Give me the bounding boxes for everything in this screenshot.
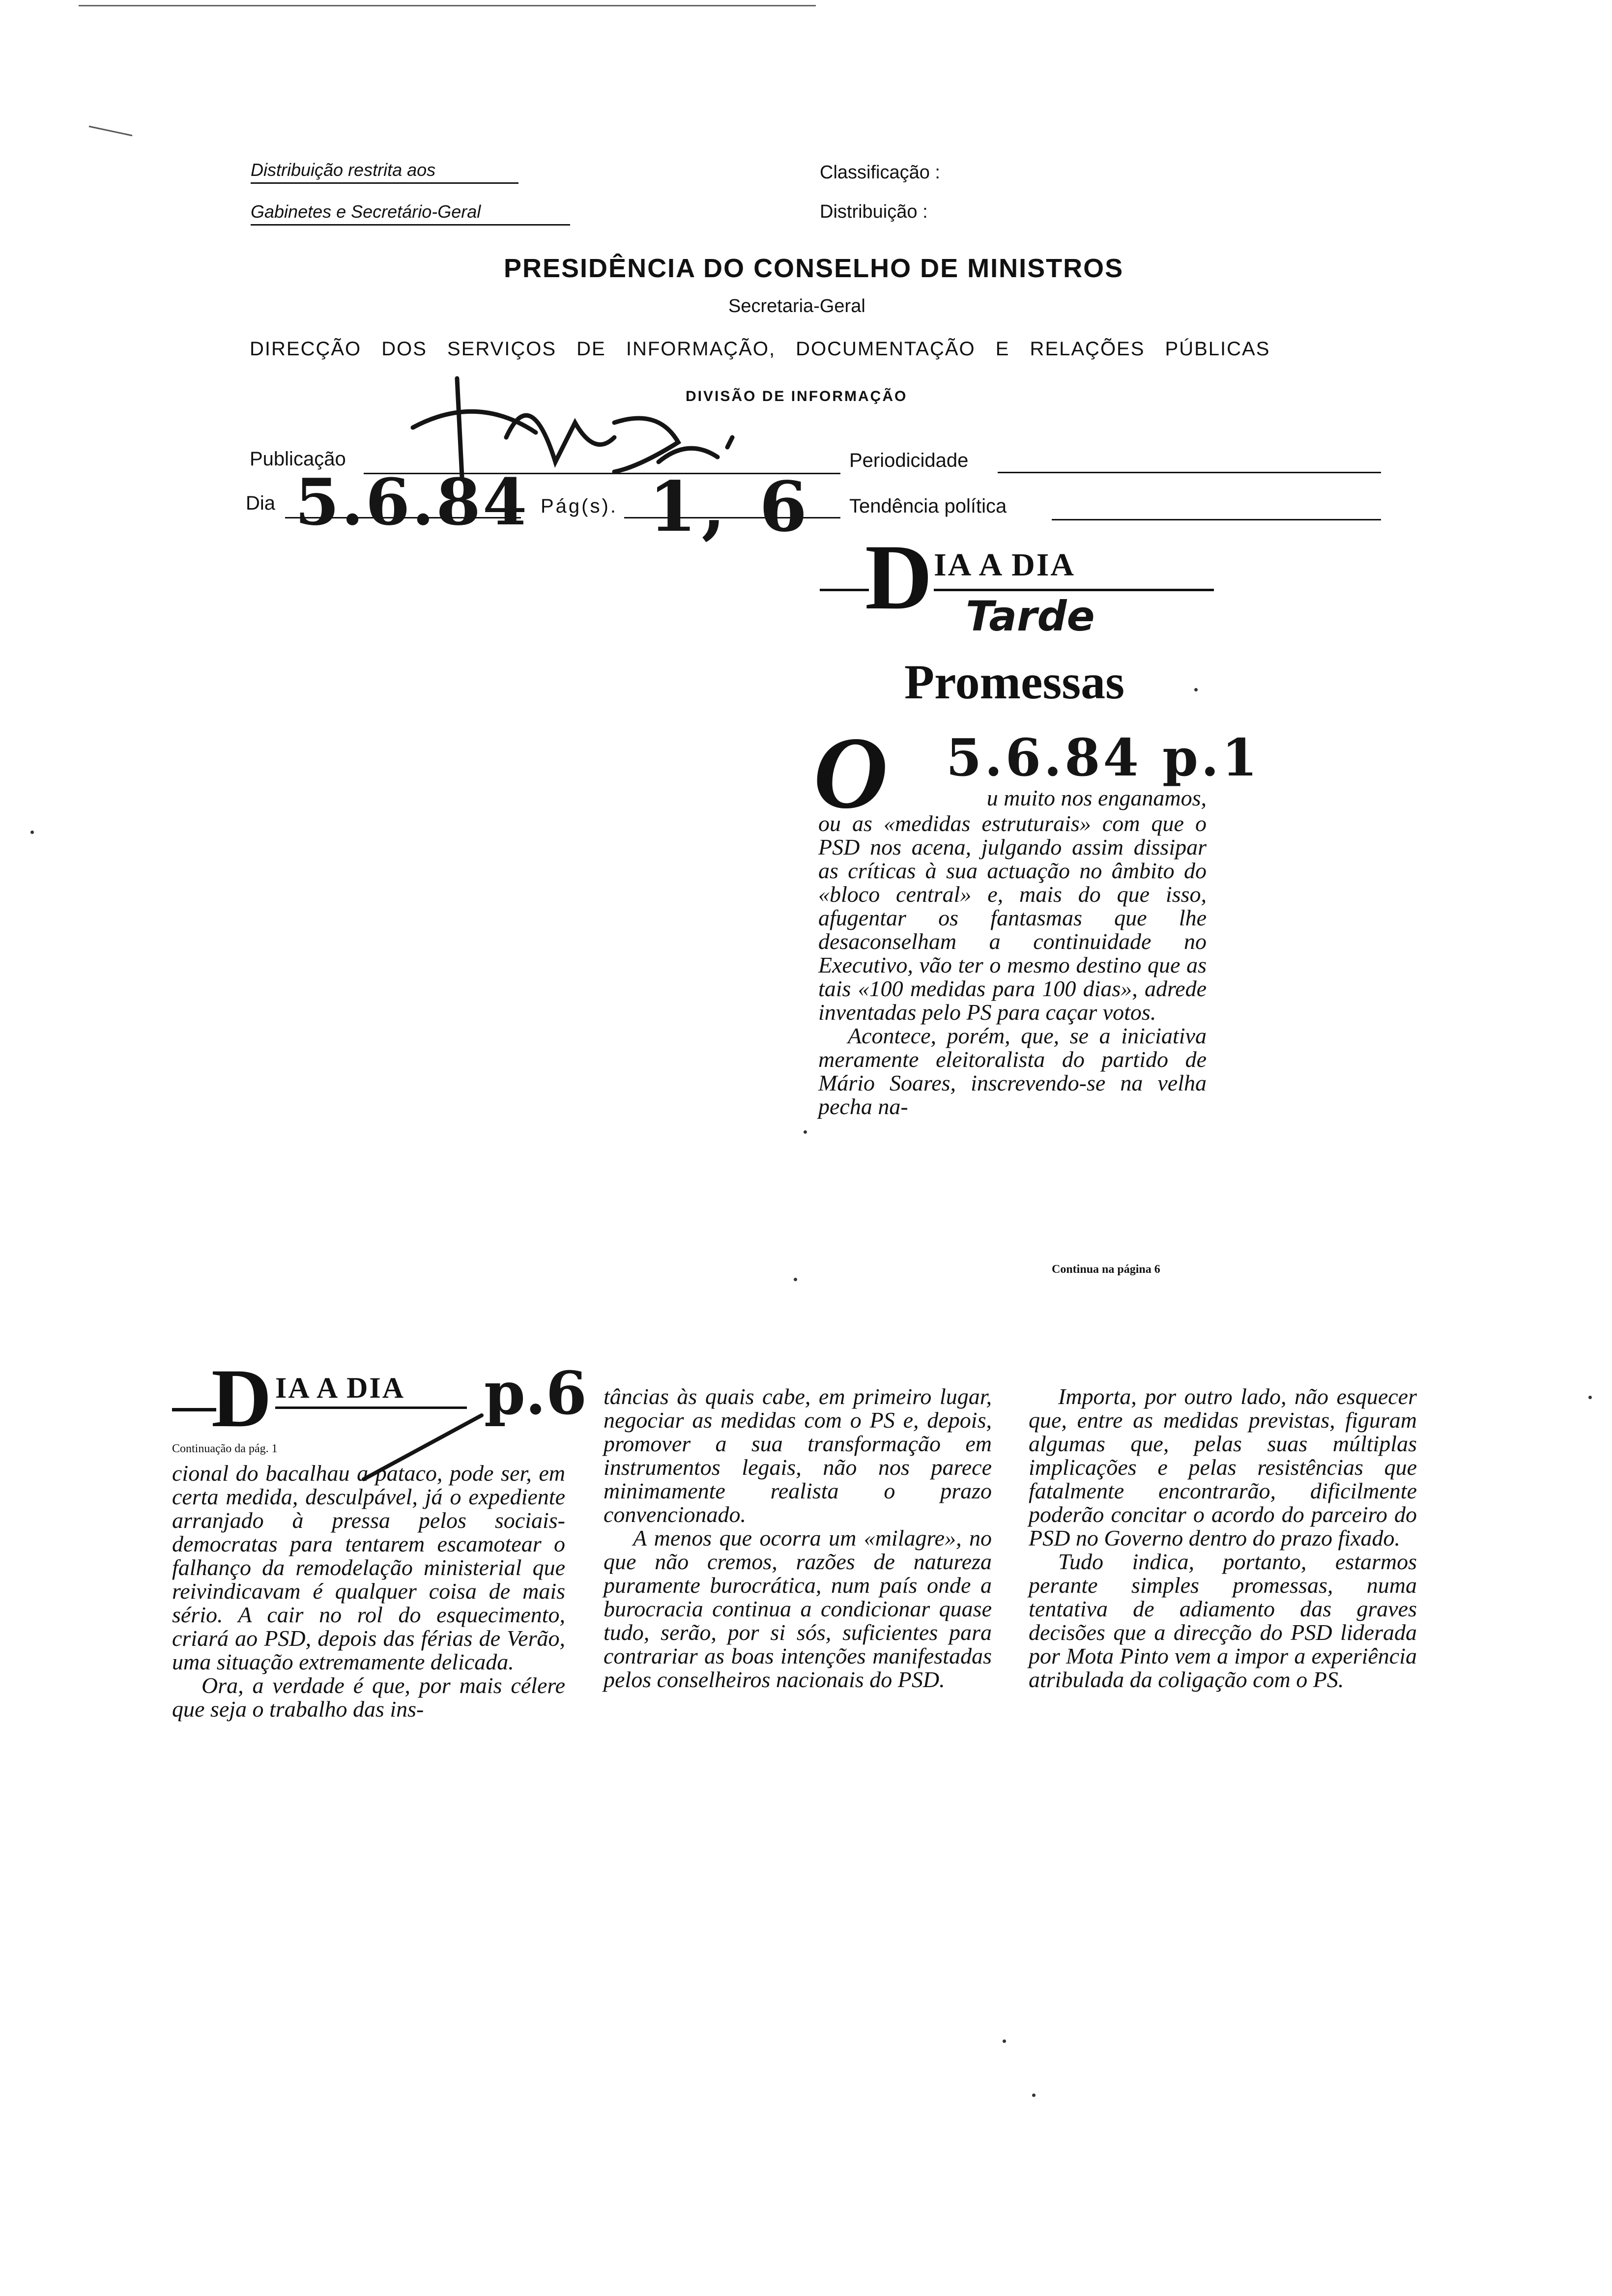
- scan-speck: [804, 1130, 807, 1134]
- scan-speck: [1588, 1396, 1592, 1399]
- org-title: PRESIDÊNCIA DO CONSELHO DE MINISTROS: [504, 254, 1124, 283]
- article-column-1: [818, 812, 1207, 1119]
- scan-speck: [794, 1278, 797, 1281]
- scan-speck: [1032, 2094, 1036, 2097]
- scan-speck: [1003, 2039, 1006, 2043]
- periodicity-line: [998, 472, 1381, 473]
- handwritten-date: 5.6.84 p.1: [946, 727, 1261, 788]
- cont-paragraph: Importa, por outro lado, não esquecer que, entre as medidas previstas, figuram algumas que, pelas suas múltiplas implicações e pelas resistências que fatalmente encontrarão, dificilmente poderão concitar o acordo do parceiro do PSD no Governo dentro do prazo fixado.: [1029, 1384, 1417, 1550]
- handwritten-day: 5.6.84: [295, 464, 529, 540]
- cont-paragraph: cional do bacalhau a pataco, pode ser, em certa medida, desculpável, já o expediente arranjado à pressa pelos sociais-democratas para tentarem escamotear o falhanço da remodelação ministerial que reivindicavam é qualquer coisa de mais sério. A cair no rol do esquecimento, criará ao PSD, depois das férias de Verão, uma situação extremamente delicada.: [172, 1461, 565, 1674]
- cont-rubric-letter: D: [211, 1352, 272, 1444]
- continues-note: Continua na página 6: [1052, 1263, 1160, 1276]
- cont-paragraph: A menos que ocorra um «milagre», no que não cremos, razões de natureza puramente burocrática, num país onde a burocracia continua a condicionar quase tudo, serão, por si sós, suficientes para contrariar as boas intenções manifestadas pelos conselheiros nacionais do PSD.: [604, 1525, 992, 1692]
- day-label: Dia: [246, 492, 276, 514]
- handwritten-source: Tarde: [966, 592, 1095, 640]
- cont-column-c: [1029, 1385, 1417, 1692]
- article-headline: Promessas: [904, 655, 1125, 709]
- cont-paragraph: Tudo indica, portanto, estarmos perante simples promessas, numa tentativa de adiamento das graves decisões que a direcção do PSD liderada por Mota Pinto vem a impor a experiência atribulada da coligação com o PS.: [1029, 1549, 1417, 1692]
- pages-label: Pág(s).: [541, 495, 618, 517]
- scan-speck: [30, 831, 34, 834]
- cont-paragraph: Ora, a verdade é que, por mais célere que seja o trabalho das ins-: [172, 1673, 565, 1722]
- cont-paragraph: tâncias às quais cabe, em primeiro lugar, negociar as medidas com o PS e, depois, promover a sua transformação em instrumentos legais, não nos parece minimamente realista o prazo convencionado.: [604, 1384, 992, 1527]
- first-line: u muito nos enganamos,: [986, 785, 1207, 810]
- scan-edge-line: [79, 5, 816, 6]
- restricted-line-2: Gabinetes e Secretário-Geral: [251, 201, 570, 226]
- directorate: DIRECÇÃO DOS SERVIÇOS DE INFORMAÇÃO, DOCUMENTAÇÃO E RELAÇÕES PÚBLICAS: [250, 338, 1270, 360]
- cont-column-a: [172, 1462, 565, 1721]
- rubric-text: IA A DIA: [934, 547, 1076, 583]
- division: DIVISÃO DE INFORMAÇÃO: [686, 388, 908, 404]
- restricted-line-1: Distribuição restrita aos: [251, 160, 518, 184]
- distribution-label: Distribuição :: [820, 201, 928, 222]
- drop-cap: O: [813, 716, 888, 830]
- rubric-rule: [934, 589, 1214, 591]
- handwritten-pages: 1, 6: [649, 467, 812, 547]
- publication-label: Publicação: [250, 448, 346, 470]
- article-paragraph: ou as «medidas estruturais» com que o PSD nos acena, julgando assim dissipar as críticas à sua actuação no âmbito do «bloco central» e, mais do que isso, afugentar os fantasmas que lhe desaconselham a continuidade no Executivo, vão ter o mesmo destino que as tais «100 medidas para 100 dias», adrede inventadas pelo PS para caçar votos.: [818, 811, 1207, 1025]
- handwritten-cont-page: p.6: [484, 1359, 587, 1428]
- cont-column-b: [604, 1385, 992, 1692]
- tendency-label: Tendência política: [849, 495, 1007, 517]
- classification-label: Classificação :: [820, 162, 940, 183]
- article-paragraph: Acontece, porém, que, se a iniciativa meramente eleitoralista do partido de Mário Soares, inscrevendo-se na velha pecha na-: [818, 1023, 1207, 1119]
- cont-rubric-dash: [172, 1408, 216, 1411]
- scan-edge-mark: [89, 126, 133, 137]
- rubric-dash: [820, 589, 869, 591]
- cont-from-label: Continuação da pág. 1: [172, 1442, 278, 1455]
- rubric-letter: D: [865, 526, 933, 629]
- cont-rubric-text: IA A DIA: [275, 1372, 405, 1404]
- org-subtitle: Secretaria-Geral: [728, 296, 865, 316]
- scan-speck: [1194, 688, 1198, 691]
- periodicity-label: Periodicidade: [849, 450, 969, 471]
- tendency-line: [1052, 519, 1381, 520]
